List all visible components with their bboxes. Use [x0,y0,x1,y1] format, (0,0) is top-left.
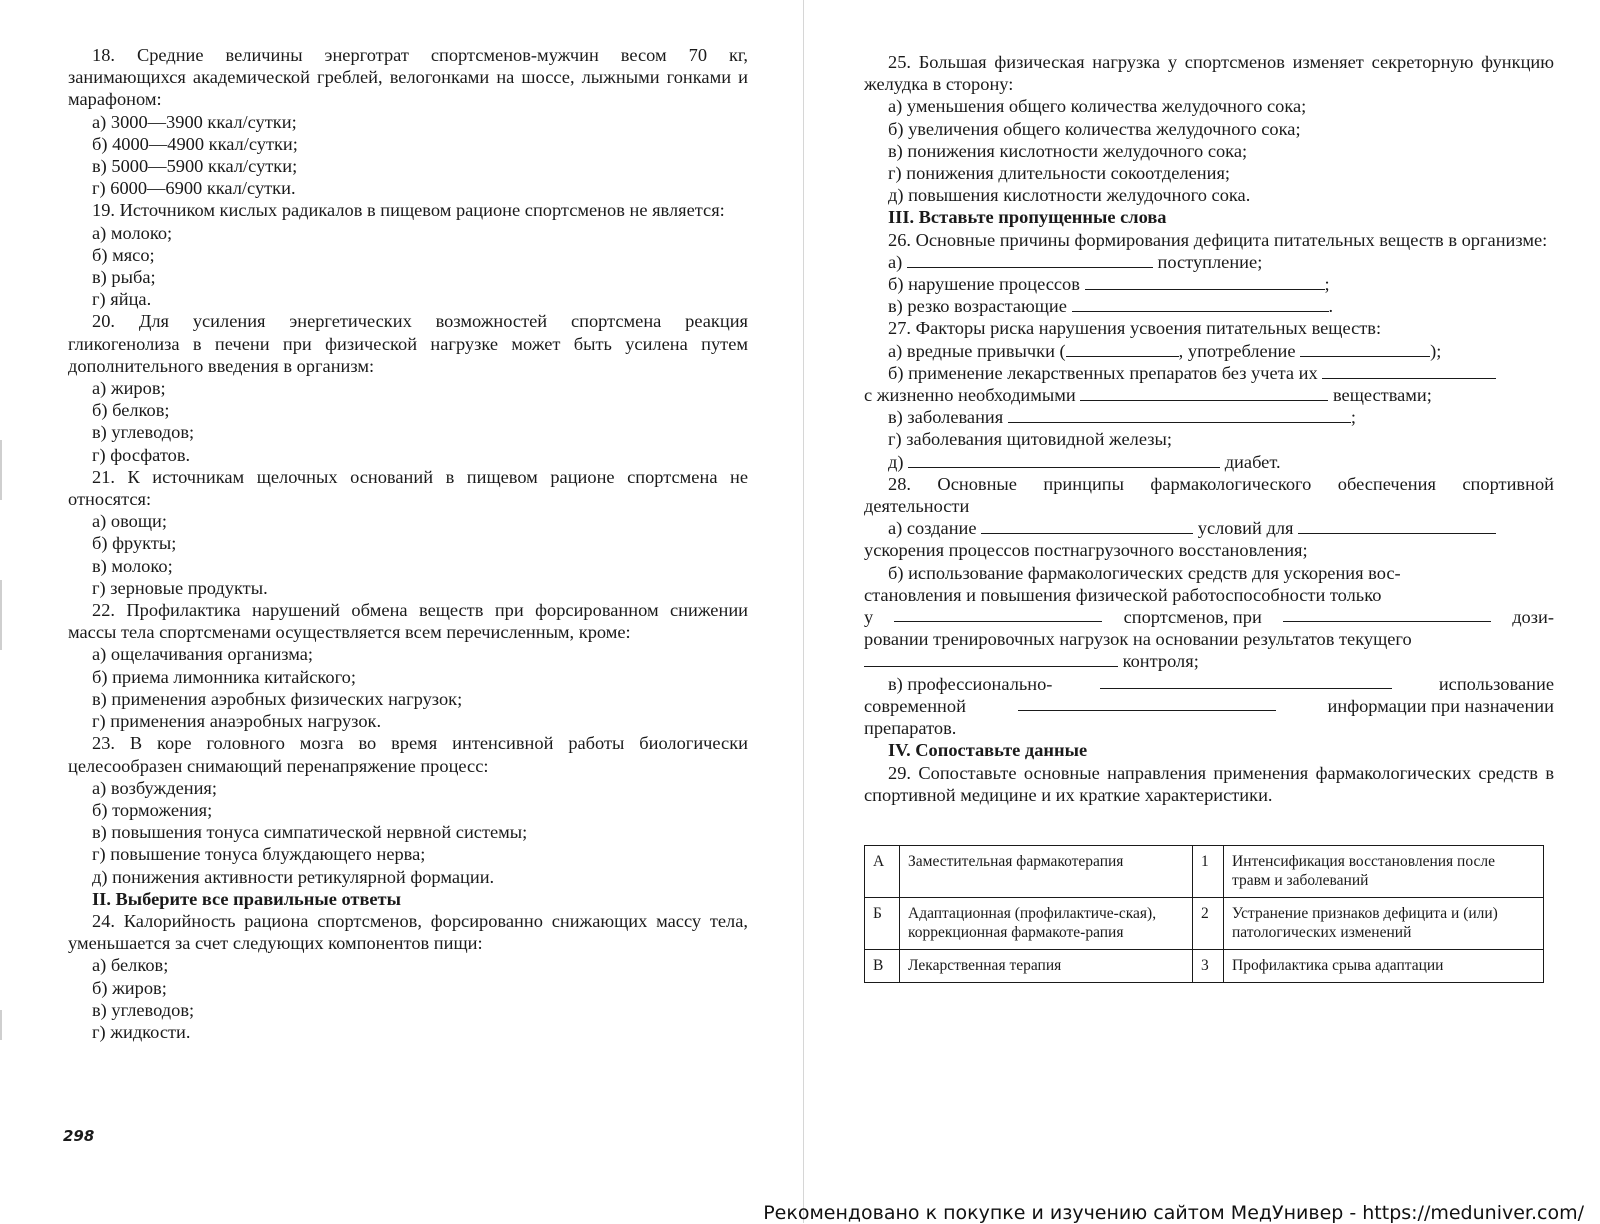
answer-option: а) возбуждения; [92,777,217,798]
table-row [865,898,1544,950]
question-stem: 28. Основные принципы фармакологического обеспечения спортивной деятельности [864,473,1554,517]
fill-text: а) создание [888,518,977,539]
fill-text: препаратов. [864,718,957,739]
question-stem: 20. Для усиления энергетических возможностей спортсмена реакция гликогенолиза в печени при физической нагрузке может быть усилена путем дополнительного введения в организм: [68,311,748,376]
blank-field [894,606,1102,622]
question-stem: 26. Основные причины формирования дефицита питательных веществ в организме: [888,229,1548,250]
question-stem: 19. Источником кислых радикалов в пищевом рационе спортсменов не является: [92,200,725,221]
question-18 [68,44,748,199]
fill-text: условий для [1197,518,1294,539]
answer-option: а) овощи; [92,511,167,532]
fill-in-line [864,295,1554,317]
fill-in-line [864,650,1554,672]
fill-text: диабет. [1224,451,1281,472]
fill-text: веществами; [1332,385,1432,406]
fill-in-line [864,695,1554,717]
question-26 [864,229,1554,318]
fill-in-line [864,362,1554,384]
blank-field [1300,341,1430,357]
answer-option: а) молоко; [92,222,173,243]
blank-field [907,252,1153,268]
section-heading: III. Вставьте пропущенные слова [888,207,1167,228]
fill-in-line [864,451,1554,473]
answer-option: в) понижения кислотности желудочного сока; [888,140,1248,161]
fill-text: современной [864,695,966,716]
question-20 [68,310,748,465]
question-stem: 24. Калорийность рациона спортсменов, форсированно снижающих массу тела, уменьшается за счет следующих компонентов пищи: [68,910,748,954]
blank-field [1322,363,1496,379]
fill-text: использование [1438,673,1554,694]
fill-text: ); [1430,340,1442,361]
fill-text: дози- [1512,607,1554,628]
blank-field [1085,274,1325,290]
answer-option: г) понижения длительности сокоотделения; [888,163,1231,184]
direction-cell: Адаптационная (профилактиче-ская), коррекционная фармакоте-рапия [900,898,1193,950]
section-heading: II. Выберите все правильные ответы [92,888,401,909]
table-row [865,950,1544,983]
matching-table [864,845,1544,983]
fill-text: ; [1350,407,1356,428]
fill-text: с жизненно необходимыми [864,385,1076,406]
answer-option: а) жиров; [92,378,166,399]
answer-option: б) жиров; [92,977,167,998]
question-stem: 27. Факторы риска нарушения усвоения питательных веществ: [888,318,1382,339]
row-key: Б [865,898,900,950]
scan-edge-mark [0,440,2,500]
question-21 [68,466,748,599]
row-number: 3 [1193,950,1224,983]
question-stem: 18. Средние величины энерготрат спортсменов-мужчин весом 70 кг, занимающихся академической греблей, велогонками на шоссе, лыжными гонками и марафоном: [68,45,748,110]
table-row [865,846,1544,898]
answer-option: в) молоко; [92,555,173,576]
question-23 [68,732,748,887]
answer-option: б) 4000—4900 ккал/сутки; [92,133,298,154]
fill-text: ; [1324,274,1330,295]
fill-text: поступление; [1157,251,1263,272]
fill-in-line [864,606,1554,628]
scan-edge-mark [0,1010,2,1040]
fill-text: в) резко возрастающие [888,296,1067,317]
answer-option: д) повышения кислотности желудочного сока. [888,185,1251,206]
answer-option: б) увеличения общего количества желудочного сока; [888,118,1301,139]
answer-option: в) 5000—5900 ккал/сутки; [92,156,298,177]
question-25 [864,51,1554,206]
question-24 [68,910,748,1043]
answer-option: в) углеводов; [92,999,195,1020]
answer-option: в) применения аэробных физических нагрузок; [92,688,463,709]
answer-option: б) белков; [92,400,170,421]
answer-option: в) рыба; [92,267,156,288]
answer-option: д) понижения активности ретикулярной формации. [92,866,495,887]
fill-text: а) [888,251,903,272]
question-27 [864,317,1554,472]
question-stem: 21. К источникам щелочных оснований в пищевом рационе спортсмена не относятся: [68,466,748,510]
right-page [864,51,1554,806]
fill-text: в) профессионально- [888,673,1053,694]
fill-text: ускорения процессов постнагрузочного восстановления; [864,540,1308,561]
fill-text: . [1328,296,1334,317]
page-number: 298 [63,1127,95,1145]
answer-option: а) белков; [92,955,169,976]
blank-field [1283,606,1491,622]
blank-field [1008,407,1351,423]
fill-text: контроля; [1122,651,1199,672]
characteristic-cell: Устранение признаков дефицита и (или) патологических изменений [1224,898,1544,950]
question-19 [68,199,748,310]
row-key: В [865,950,900,983]
scan-edge-mark [0,580,2,650]
fill-in-line [864,384,1554,406]
page-spine [803,0,804,1223]
question-stem: 25. Большая физическая нагрузка у спортсменов изменяет секреторную функцию желудка в сторону: [864,52,1554,95]
question-28 [864,473,1554,739]
fill-in-line [864,251,1554,273]
answer-option: г) жидкости. [92,1021,191,1042]
question-stem: 22. Профилактика нарушений обмена веществ при форсированном снижении массы тела спортсменами осуществляется всем перечисленным, кроме: [68,600,748,643]
footer-banner: Рекомендовано к покупке и изучению сайтом МедУнивер - https://meduniver.com/ [763,1202,1584,1224]
answer-option: г) заболевания щитовидной железы; [888,429,1172,450]
text-line: ровании тренировочных нагрузок на основании результатов текущего [864,629,1412,650]
answer-option: а) 3000—3900 ккал/сутки; [92,111,297,132]
blank-field [1066,341,1179,357]
fill-text: д) [888,451,904,472]
blank-field [908,452,1220,468]
fill-text: , употребление [1178,340,1296,361]
fill-text: в) заболевания [888,407,1004,428]
blank-field [981,518,1193,534]
question-stem: 29. Сопоставьте основные направления применения фармакологических средств в спортивной медицине и их краткие характеристики. [864,762,1554,805]
fill-text: спортсменов, при [1123,607,1262,628]
fill-in-line [864,517,1554,539]
blank-field [1072,296,1329,312]
row-key: А [865,846,900,898]
section-heading: IV. Сопоставьте данные [888,740,1088,761]
answer-option: г) фосфатов. [92,444,191,465]
blank-field [1100,673,1392,689]
fill-text: б) нарушение процессов [888,274,1080,295]
fill-in-line [864,406,1554,428]
fill-text: а) вредные привычки ( [888,340,1066,361]
blank-field [1298,518,1496,534]
fill-text: б) применение лекарственных препаратов без учета их [888,362,1318,383]
answer-option: б) мясо; [92,244,155,265]
direction-cell: Лекарственная терапия [900,950,1193,983]
answer-option: а) уменьшения общего количества желудочного сока; [888,96,1307,117]
answer-option: г) зерновые продукты. [92,577,268,598]
answer-option: г) 6000—6900 ккал/сутки. [92,178,296,199]
fill-in-line [864,340,1554,362]
answer-option: б) фрукты; [92,533,177,554]
answer-option: а) ощелачивания организма; [92,644,314,665]
text-line: становления и повышения физической работоспособности только [864,584,1382,605]
fill-text: б) использование фармакологических средств для ускорения вос- [888,562,1401,583]
answer-option: б) приема лимонника китайского; [92,666,356,687]
answer-option: б) торможения; [92,799,213,820]
characteristic-cell: Интенсификация восстановления после травм и заболеваний [1224,846,1544,898]
blank-field [1080,385,1328,401]
row-number: 1 [1193,846,1224,898]
fill-text: у [864,607,874,628]
question-29 [864,762,1554,806]
blank-field [1018,695,1276,711]
blank-field [864,651,1118,667]
left-page [68,44,748,1043]
answer-option: в) углеводов; [92,422,195,443]
fill-in-line [864,273,1554,295]
row-number: 2 [1193,898,1224,950]
question-stem: 23. В коре головного мозга во время интенсивной работы биологически целесообразен снимающий перенапряжение процесс: [68,733,748,776]
fill-text: информации при назначении [1327,695,1554,716]
direction-cell: Заместительная фармакотерапия [900,846,1193,898]
answer-option: г) повышение тонуса блуждающего нерва; [92,844,426,865]
characteristic-cell: Профилактика срыва адаптации [1224,950,1544,983]
fill-in-line [864,673,1554,695]
question-22 [68,599,748,732]
answer-option: г) применения анаэробных нагрузок. [92,711,382,732]
answer-option: г) яйца. [92,289,152,310]
text-line [864,562,1554,584]
answer-option: в) повышения тонуса симпатической нервной системы; [92,822,528,843]
